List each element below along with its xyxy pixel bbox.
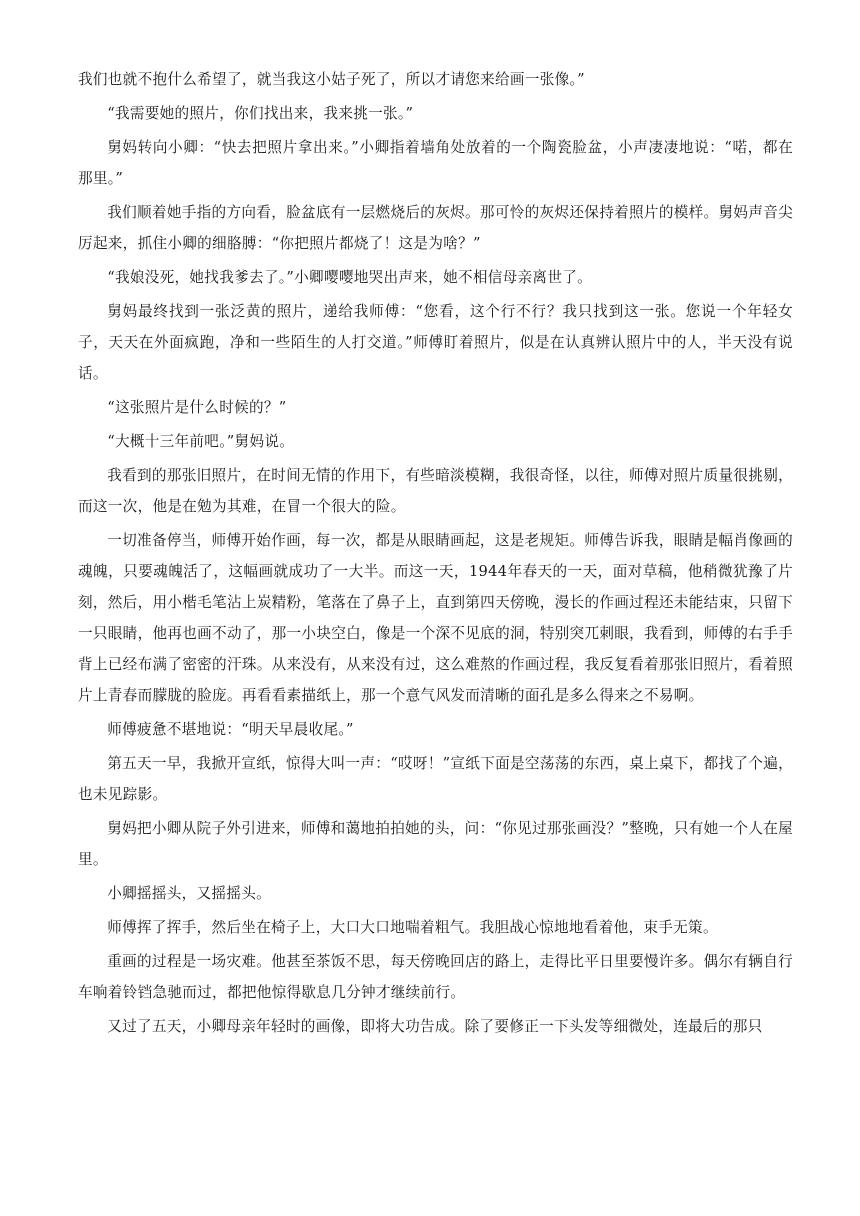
paragraph: 小卿摇摇头，又摇摇头。 (107, 885, 272, 902)
paragraph: 我们顺着她手指的方向看，脸盆底有一层燃烧后的灰烬。那可怜的灰烬还保持着照片的模样。舅妈声音尖厉起来，抓住小卿的细胳膊：“你把照片都烧了！这是为啥？” (78, 204, 793, 252)
paragraph: 一切准备停当，师傅开始作画，每一次，都是从眼睛画起，这是老规矩。师傅告诉我，眼睛是幅肖像画的魂魄，只要魂魄活了，这幅画就成功了一大半。而这一天，1944年春天的一天，面对草稿，他稍微犹豫了片刻，然后，用小楷毛笔沾上炭精粉，笔落在了鼻子上，直到第四天傍晚，漫长的作画过程还未能结束，只留下一只眼睛，他再也画不动了，那一小块空白，像是一个深不见底的洞，特别突兀刺眼，我看到，师傅的右手手背上已经布满了密密的汗珠。从来没有，从来没有过，这么难熬的作画过程，我反复看着那张旧照片，看着照片上青春而朦胧的脸庞。再看看素描纸上，那一个意气风发而清晰的面孔是多么得来之不易啊。 (78, 532, 793, 704)
paragraph: 师傅挥了挥手，然后坐在椅子上，大口大口地喘着粗气。我胆战心惊地地看着他，束手无策。 (107, 919, 718, 936)
paragraph: 重画的过程是一场灾难。他甚至茶饭不思，每天傍晚回店的路上，走得比平日里要慢许多。偶尔有辆自行车响着铃铛急驰而过，都把他惊得歇息几分钟才继续前行。 (78, 953, 793, 1001)
document-page (78, 64, 793, 1045)
paragraph: 又过了五天，小卿母亲年轻时的画像，即将大功告成。除了要修正一下头发等细微处，连最后的那只 (107, 1018, 763, 1035)
paragraph: 我看到的那张旧照片，在时间无情的作用下，有些暗淡模糊，我很奇怪，以往，师傅对照片质量很挑剔，而这一次，他是在勉为其难，在冒一个很大的险。 (78, 467, 793, 515)
paragraph-continuation: 我们也就不抱什么希望了，就当我这小姑子死了，所以才请您来给画一张像。” (78, 71, 585, 88)
paragraph: “我需要她的照片，你们找出来，我来挑一张。” (107, 105, 414, 122)
paragraph: 第五天一早，我掀开宣纸，惊得大叫一声：“哎呀！”宣纸下面是空荡荡的东西，桌上桌下，都找了个遍，也未见踪影。 (78, 755, 793, 803)
paragraph: 师傅疲惫不堪地说：“明天早晨收尾。” (107, 721, 354, 738)
paragraph: “这张照片是什么时候的？” (107, 399, 287, 416)
paragraph: 舅妈把小卿从院子外引进来，师傅和蔼地拍拍她的头，问：“你见过那张画没？”整晚，只有她一个人在屋里。 (78, 820, 793, 868)
paragraph: 舅妈最终找到一张泛黄的照片，递给我师傅：“您看，这个行不行？我只找到这一张。您说一个年轻女子，天天在外面疯跑，净和一些陌生的人打交道。”师傅盯着照片，似是在认真辨认照片中的人，半天没有说话。 (78, 303, 793, 382)
paragraph: “大概十三年前吧。”舅妈说。 (107, 433, 295, 450)
paragraph: “我娘没死，她找我爹去了。”小卿嘤嘤地哭出声来，她不相信母亲离世了。 (107, 269, 593, 286)
paragraph: 舅妈转向小卿：“快去把照片拿出来。”小卿指着墙角处放着的一个陶瓷脸盆，小声凄凄地说：“喏，都在那里。” (78, 139, 793, 187)
